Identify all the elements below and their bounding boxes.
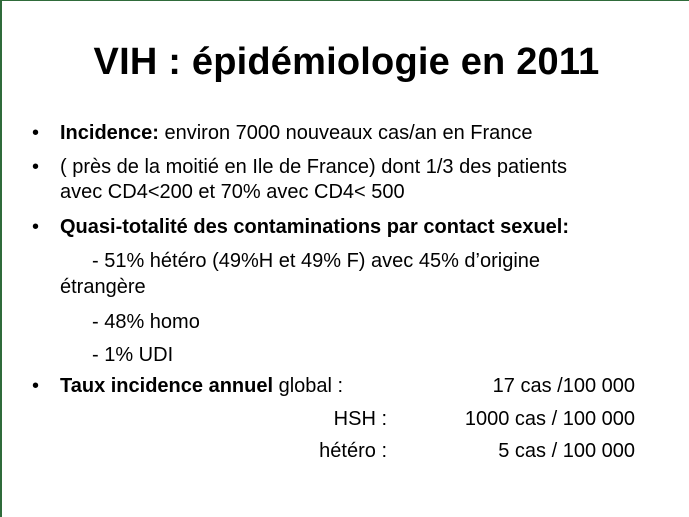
taux-hetero-label: hétéro :: [319, 440, 387, 462]
taux-global-value: 17 cas /100 000: [492, 375, 635, 397]
bullet-idf-line1: ( près de la moitié en Ile de France) dont 1/3 des patients: [60, 156, 567, 178]
bullet-idf-line2: avec CD4<200 et 70% avec CD4< 500: [60, 181, 405, 203]
bullet-incidence: [60, 120, 533, 146]
taux-hsh-label: HSH :: [333, 408, 387, 430]
taux-global-label: global :: [273, 375, 344, 397]
bullet-marker: •: [32, 216, 40, 238]
bullet-incidence-label: Incidence:: [60, 122, 159, 144]
sub-udi: - 1% UDI: [92, 344, 174, 366]
bullet-marker: •: [32, 156, 40, 178]
taux-hetero-value: 5 cas / 100 000: [498, 440, 635, 462]
bullet-marker: •: [32, 122, 40, 144]
taux-hsh-value: 1000 cas / 100 000: [464, 408, 635, 430]
slide-title: VIH : épidémiologie en 2011: [93, 41, 600, 83]
bullet-contaminations: Quasi-totalité des contaminations par contact sexuel:: [60, 216, 570, 238]
sub-homo: - 48% homo: [92, 311, 200, 333]
bullet-marker: •: [32, 375, 40, 397]
bullet-taux: [60, 373, 343, 399]
sub-hetero-line1: - 51% hétéro (49%H et 49% F) avec 45% d’origine: [92, 250, 541, 272]
bullet-incidence-text: environ 7000 nouveaux cas/an en France: [158, 122, 533, 144]
bullet-taux-label: Taux incidence annuel: [60, 375, 274, 397]
sub-hetero-line2: étrangère: [60, 276, 146, 298]
